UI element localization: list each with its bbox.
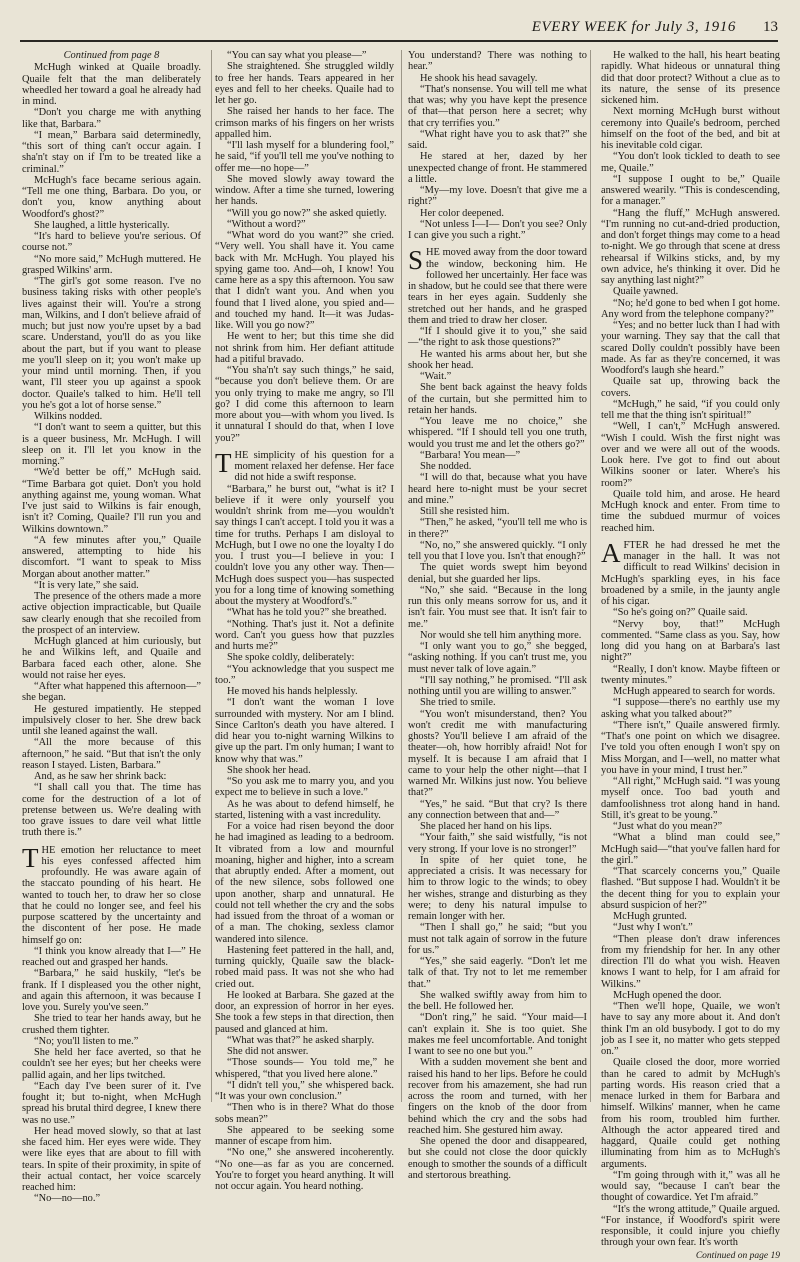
paragraph-text: She tried to smile. [420, 697, 496, 709]
paragraph-text: And, as he saw her shrink back: [34, 771, 167, 782]
paragraph [22, 1081, 201, 1126]
paragraph [215, 174, 394, 208]
paragraph [408, 73, 587, 84]
paragraph [601, 866, 780, 911]
paragraph [408, 247, 587, 326]
paragraph-text: He looked at Barbara. She gazed at the door, an expression of horror in her eyes. She took a few steps in that direction, then paused and glanced at him. [215, 989, 394, 1035]
paragraph-text: “I suppose—there's no earthly use my asking what you talked about?” [601, 697, 780, 720]
paragraph [408, 630, 587, 641]
paragraph-text: “No,” she said. “Because in the long run this only means sorrow for us, and it isn't fair. You must see that. It isn't fair to me.” [408, 584, 587, 630]
paragraph-text: She opened the door and disappeared, but she could not close the door quickly enough to smother the sounds of a difficult and stertorous breathing. [408, 1136, 587, 1181]
paragraph-text: “All right,” McHugh said. “I was young myself once. Too bad youth and damfoolishness trot along hand in hand. Still, it's great to be young.” [601, 776, 780, 821]
paragraph-text: “McHugh,” he said, “if you could only tell me that the thing isn't spiritual!” [601, 398, 780, 421]
paragraph [408, 1136, 587, 1181]
paragraph-text: “What has he told you?” she breathed. [227, 607, 387, 619]
page-header [20, 14, 778, 42]
paragraph [601, 697, 780, 720]
paragraph-text: “That scarcely concerns you,” Quaile flashed. “But suppose I had. Wouldn't it be the decent thing for you to explain your absurd suspicion of her?” [601, 866, 780, 911]
paragraph [215, 61, 394, 106]
paragraph [408, 349, 587, 372]
paragraph [215, 697, 394, 765]
paragraph-text: Still she resisted him. [420, 506, 510, 517]
paragraph-text: Quaile closed the door, more worried than he cared to admit by McHugh's parting words. His reason cried that a menace lurked in them for Barbara and himself. Wilkins' manner, when he came from his room, troubled him further. Although the actor appeared tired and haggard, Quaile could get nothing illuminating from him as to McHugh's arguments. [601, 1057, 780, 1170]
paragraph [601, 537, 780, 608]
paragraph [22, 580, 201, 591]
paragraph-text: “Barbara,” he burst out, “what is it? I believe if it were only yourself you wouldn't shrink from me—you wouldn't say things I can't accept. I told you it was a time for truths. Perhaps I am disloyal to McHugh, but I owe no one the loyalty I do you. I trust you—I believe in you: I couldn't love you any other way. Then—McHugh does suspect you—has suspected you for a long time of knowing something about the mystery at Woodford's.” [215, 483, 394, 607]
continued-on-label: Continued on page 19 [695, 1250, 780, 1261]
paragraph [408, 799, 587, 822]
paragraph [215, 208, 394, 219]
paragraph [215, 1125, 394, 1148]
paragraph [601, 286, 780, 297]
paragraph [408, 416, 587, 450]
paragraph-text: Quaile sat up, throwing back the covers. [601, 376, 780, 399]
paragraph [22, 1047, 201, 1081]
paragraph [22, 411, 201, 422]
paragraph [22, 276, 201, 411]
paragraph [601, 151, 780, 174]
paragraph [408, 506, 587, 517]
paragraph [408, 151, 587, 185]
paragraph [601, 1057, 780, 1170]
paragraph-text: “I didn't tell you,” she whispered back. “It was your own conclusion.” [215, 1079, 394, 1102]
paragraph-text: “Yes,” she said eagerly. “Don't let me talk of that. Try not to let me remember that.” [408, 956, 587, 990]
paragraph [601, 50, 780, 106]
paragraph-text: Her head moved slowly, so that at last she faced him. Her eyes were wide. They were like eyes that are about to fill with tears. In spite of their proximity, in spite of their actual contact, her voice scarcely reached him: [22, 1125, 201, 1193]
paragraph [22, 535, 201, 580]
paragraph-text: “Your faith,” she said wistfully, “is not very strong. If your love is no stronger!” [408, 832, 587, 855]
paragraph [601, 298, 780, 321]
paragraph [215, 776, 394, 799]
page-number: 13 [763, 19, 778, 35]
paragraph-text: She laughed, a little hysterically. [34, 219, 170, 231]
paragraph-text: “You can say what you please—” [227, 50, 367, 61]
paragraph-text: McHugh opened the door. [613, 989, 722, 1001]
paragraph-text: Next morning McHugh burst without ceremony into Quaile's bedroom, perched himself on the foot of the bed, and bit at his inevitable cold cigar. [601, 106, 780, 151]
paragraph [215, 1080, 394, 1103]
paragraph [215, 652, 394, 663]
paragraph [408, 821, 587, 832]
paragraph-text: She bent back against the heavy folds of the curtain, but she permitted him to retain her hands. [408, 382, 587, 416]
paragraph [215, 484, 394, 608]
paragraph [601, 664, 780, 687]
paragraph-text: Quaile yawned. [613, 286, 679, 298]
paragraph [22, 231, 201, 254]
paragraph [215, 664, 394, 687]
paragraph-text: “No; he'd gone to bed when I got home. Any word from the telephone company?” [601, 297, 780, 320]
paragraph-text: She walked swiftly away from him to the bell. He followed her. [408, 989, 587, 1012]
paragraph [408, 382, 587, 416]
magazine-title: EVERY WEEK for July 3, 1916 [531, 19, 736, 35]
paragraph [408, 1012, 587, 1057]
paragraph-text: “Those sounds— You told me,” he whispered, “that you lived here alone.” [215, 1057, 394, 1080]
paragraph [408, 832, 587, 855]
paragraph-text: He shook his head savagely. [420, 72, 538, 84]
paragraph [601, 607, 780, 618]
paragraph-text: With a sudden movement she bent and raised his hand to her lips. Before he could recover from his amazement, she had run across the room and turned, with her fingers on the knob of the door from behind which the cry and the sobs had reached him. She gestured him away. [408, 1057, 587, 1136]
paragraph [408, 450, 587, 461]
paragraph-text: McHugh's face became serious again. “Tell me one thing, Barbara. Do you, or don't you, know anything about Woodford's ghost?” [22, 174, 201, 220]
paragraph [601, 376, 780, 399]
paragraph-text: “Not unless I—I— Don't you see? Only I can give you such a right.” [408, 218, 587, 241]
paragraph-text: “You don't look tickled to death to see me, Quaile.” [601, 151, 780, 174]
paragraph-text: “A few minutes after you,” Quaile answered, attempting to hide his discomfort. “I want to speak to Miss Morgan about another matter.” [22, 534, 201, 580]
paragraph-text: “I mean,” Barbara said determinedly, “this sort of thing can't occur again. I sha'n't stay on if I'm to be treated like a criminal.” [22, 129, 201, 175]
paragraph-text: Hastening feet pattered in the hall, and, turning quickly, Quaile saw the black-robed maid pass. It was not she who had cried out. [215, 944, 394, 990]
paragraph-text: “I'm going through with it,” was all he would say, “because I can't bear the thought of cowardice. Yet I'm afraid.” [601, 1169, 780, 1204]
paragraph [408, 371, 587, 382]
paragraph [408, 185, 587, 208]
paragraph-text: “Then we'll hope, Quaile, we won't have to say any more about it. And don't think I'm an old busybody. I got to do my job as I see it, no matter who gets stepped on.” [601, 1001, 780, 1057]
paragraph-text: “It's the wrong attitude,” Quaile argued. “For instance, if Woodford's spirit were responsible, it could injure you chiefly through your own fear. It's worth [601, 1203, 780, 1249]
paragraph-text: “Without a word?” [227, 218, 306, 230]
paragraph-text: “That's nonsense. You will tell me what that was; why you have kept the presence of that—that person here a secret; why that cry terrifies you.” [408, 83, 587, 129]
paragraph-text: She appeared to be seeking some manner of escape from him. [215, 1124, 394, 1147]
paragraph-text: The quiet words swept him beyond denial, but she guarded her lips. [408, 562, 587, 585]
text-column-4 [601, 50, 780, 1261]
paragraph [408, 990, 587, 1013]
paragraph-text: “I will do that, because what you have heard here to-night must be your secret and mine.” [408, 472, 587, 506]
paragraph [215, 1147, 394, 1192]
paragraph [601, 776, 780, 821]
paragraph-text: “After what happened this afternoon—” she began. [22, 681, 201, 704]
paragraph-text: “I'll say nothing,” he promised. “I'll ask nothing until you are willing to answer.” [408, 674, 587, 697]
paragraph [215, 1035, 394, 1046]
paragraph-text: She did not answer. [227, 1046, 309, 1057]
paragraph-text: “What a blind man could see,” McHugh said—“that you've fallen hard for the girl.” [601, 832, 780, 866]
paragraph-text: FTER he had dressed he met the manager in the hall. It was not difficult to read Wilkins' decision in McHugh's sparkling eyes, in his face broadened by a smile, in the jaunty angle of his cigar. [601, 539, 780, 607]
paragraph-text: She held her face averted, so that he couldn't see her eyes; but her cheeks were pallid again, and her lips twitched. [22, 1047, 201, 1081]
paragraph [408, 129, 587, 152]
paragraph [408, 1057, 587, 1136]
paragraph-text: McHugh winked at Quaile broadly. Quaile felt that the man deliberately wheedled her toward a goal he already had in mind. [22, 62, 201, 107]
paragraph-text: “I think you know already that I—” He reached out and grasped her hands. [22, 945, 201, 968]
paragraph [22, 782, 201, 838]
paragraph [215, 230, 394, 331]
paragraph [22, 842, 201, 946]
paragraph-text: “What word do you want?” she cried. “Very well. You shall have it. You came back with Mr. McHugh. You played his spying game too. And—oh, I know! You came here as a spy this afternoon. You saw that I didn't want you. And when you found that I lived alone, you spied and—and touched my hand. It—it was Judas-like. Will you go now?” [215, 230, 394, 331]
drop-cap: T [22, 842, 39, 873]
paragraph-text: “Just why I won't.” [613, 922, 693, 934]
paragraph [215, 106, 394, 140]
paragraph-text: The presence of the others made a more active objection impracticable, but Quaile saw clearly enough that she recoiled from the prospect of an interview. [22, 591, 201, 636]
paragraph-text: “Yes; and no better luck than I had with your warning. They say that the call that scared Dolly couldn't possibly have been made. As far as they're concerned, it was Woodford's laugh she heard.” [601, 320, 780, 376]
paragraph-text: “I'll lash myself for a blundering fool,” he said, “if you'll tell me you've nothing to offer me—no hope—” [215, 140, 394, 174]
paragraph [408, 956, 587, 990]
paragraph [215, 1057, 394, 1080]
paragraph [601, 174, 780, 208]
text-column-3 [408, 50, 587, 1181]
paragraph [408, 709, 587, 799]
paragraph-text: He moved his hands helplessly. [227, 686, 358, 697]
paragraph [601, 911, 780, 922]
article-body [22, 50, 780, 1261]
paragraph-text: He wanted his arms about her, but she shook her head. [408, 348, 587, 371]
paragraph-text: Nor would she tell him anything more. [420, 629, 582, 641]
paragraph-text: McHugh glanced at him curiously, but he and Wilkins left, and Quaile and Barbara faced each other, alone. She would not raise her eyes. [22, 636, 201, 681]
paragraph [22, 946, 201, 969]
paragraph-text: “So he's going on?” Quaile said. [613, 607, 748, 619]
paragraph-text: “Nothing. That's just it. Not a definite word. Can't you guess how that puzzles and hurts me?” [215, 618, 394, 652]
paragraph-text: “You leave me no choice,” she whispered. “If I should tell you one truth, would you trust me and let the others go?” [408, 416, 587, 450]
paragraph [601, 922, 780, 933]
paragraph-text: “What was that?” he asked sharply. [227, 1034, 375, 1046]
paragraph-text: As he was about to defend himself, he started, listening with a vast incredulity. [215, 798, 394, 821]
paragraph-text: “No; you'll listen to me.” [34, 1035, 139, 1047]
paragraph-text: She tried to tear her hands away, but he crushed them tighter. [22, 1013, 201, 1036]
paragraph-text: “Barbara,” he said huskily, “let's be frank. If I displeased you the other night, and again this afternoon, it was because I love you. Surely you've seen.” [22, 968, 201, 1013]
paragraph [408, 472, 587, 506]
paragraph [408, 585, 587, 630]
paragraph [215, 799, 394, 822]
paragraph-text: McHugh appeared to search for words. [613, 686, 776, 697]
paragraph [22, 107, 201, 130]
drop-cap: S [408, 245, 424, 276]
paragraph [601, 821, 780, 832]
paragraph-text: “There isn't,” Quaile answered firmly. “That's one point on which we disagree. I've told you often enough I won't spy on Miss Morgan, and I—well, no matter what you have in your mind, I trust her.” [601, 719, 780, 776]
paragraph-text: She moved slowly away toward the window. After a time she turned, lowering her hands. [215, 173, 394, 208]
paragraph-text: HE simplicity of his question for a moment relaxed her defense. Her face did not hide a swift response. [234, 449, 394, 484]
paragraph [408, 675, 587, 698]
paragraph [601, 990, 780, 1001]
paragraph [22, 62, 201, 107]
paragraph [22, 771, 201, 782]
paragraph [215, 607, 394, 618]
paragraph [22, 130, 201, 175]
paragraph-text: “My—my love. Doesn't that give me a right?” [408, 185, 587, 208]
paragraph [22, 681, 201, 704]
paragraph-text: In spite of her quiet tone, he appreciated a crisis. It was necessary for him to throw logic to the winds; to obey her wishes, strange and disturbing as they were; to deny his natural impulse to remain longer with her. [408, 854, 587, 922]
paragraph [22, 254, 201, 277]
paragraph-text: You understand? There was nothing to hear.” [408, 50, 587, 73]
paragraph-text: He gestured impatiently. He stepped impulsively closer to her. She drew back until she leaned against the wall. [22, 703, 201, 737]
paragraph [215, 219, 394, 230]
paragraph-text: “If I should give it to you,” she said—“the right to ask those questions?” [408, 326, 587, 349]
paragraph-text: Her color deepened. [420, 207, 504, 219]
paragraph-text: She raised her hands to her face. The crimson marks of his fingers on her wrists appalled him. [215, 106, 394, 140]
paragraph [215, 140, 394, 174]
paragraph [601, 832, 780, 866]
paragraph-text: “I don't want to seem a quitter, but this is a queer business, Mr. McHugh. I will sleep on it. I'll let you know in the morning.” [22, 422, 201, 467]
paragraph-text: “You acknowledge that you suspect me too.” [215, 663, 394, 686]
paragraph-text: He walked to the hall, his heart beating rapidly. What hideous or unnatural thing did that door protect? Without a clue as to its nature, the sense of its presence sickened him. [601, 50, 780, 106]
paragraph [601, 489, 780, 534]
paragraph [601, 1170, 780, 1204]
paragraph [215, 1102, 394, 1125]
paragraph [601, 1001, 780, 1057]
paragraph [408, 517, 587, 540]
paragraph [601, 686, 780, 697]
paragraph-text: “It's hard to believe you're serious. Of course not.” [22, 231, 201, 254]
paragraph-text: “Then please don't draw inferences from my friendship for her. In any other direction I'll do what you wish. Heaven knows I want to help, for I am afraid for Wilkins.” [601, 933, 780, 990]
paragraph [408, 50, 587, 73]
paragraph-text: “I shall call you that. The time has come for the destruction of a lot of pretense between us. We're dealing with too grave issues to dare veil what little truth there is.” [22, 782, 201, 839]
paragraph [408, 697, 587, 708]
paragraph [215, 945, 394, 990]
paragraph [408, 562, 587, 585]
paragraph-text: Wilkins nodded. [34, 411, 103, 422]
paragraph-text: She spoke coldly, deliberately: [227, 652, 355, 664]
drop-cap: A [601, 537, 621, 568]
paragraph [215, 50, 394, 61]
paragraph [601, 934, 780, 990]
paragraph [215, 331, 394, 365]
paragraph [22, 591, 201, 636]
paragraph [215, 821, 394, 945]
paragraph-text: “Wait.” [420, 371, 452, 382]
paragraph [22, 1036, 201, 1047]
paragraph-text: “Hang the fluff,” McHugh answered. “I'm running no cut-and-dried production, and don't forget things may come to a head to-night. We go through that scene at dress rehearsal if Wilkins sticks, and, by my own advice, he's thinking it over. Did he say anything last night?” [601, 207, 780, 286]
paragraph-text: “No, no,” she answered quickly. “I only tell you that I love you. Isn't that enough?” [408, 539, 587, 562]
paragraph [22, 1013, 201, 1036]
paragraph-text: “Then who is in there? What do those sobs mean?” [215, 1102, 394, 1125]
paragraph-text: “You sha'n't say such things,” he said, “because you don't believe them. Or are you only trying to make me angry, so I'll go? I did come this afternoon to learn more about you—with whom you lived. Is it unnatural I should do that, when I love you?” [215, 365, 394, 444]
drop-cap: T [215, 447, 232, 478]
paragraph [601, 320, 780, 376]
paragraph [215, 990, 394, 1035]
paragraph-text: For a voice had risen beyond the door he had imagined as leading to a bedroom. It vibrated from a low and mournful moaning, higher and higher, into a scream that abruptly ended. After a moment, out of the new silence, sobs followed one upon another, sharp and unnatural. He could not tell whether the cry and the sobs had issued from the throat of a woman or of a man. The choking, sexless clamor wandered into silence. [215, 821, 394, 945]
paragraph-text: “Really, I don't know. Maybe fifteen or twenty minutes.” [601, 663, 780, 686]
paragraph-text: She nodded. [420, 461, 472, 472]
paragraph-text: HE emotion her reluctance to meet his eyes confessed affected him profoundly. He was aware again of the staccato pounding of his heart. He wanted to touch her, to draw her so close that he could no longer see, and feel his purpose scattered by the uncertainty and the discontent of her pose. He made himself go on: [22, 844, 201, 946]
paragraph-text: “I don't want the woman I love surrounded with mystery. Nor am I blind. Since Carlton's death you have altered. I did hear you to-night warning Wilkins to give up the part. I'm only human; I want to know why that was.” [215, 697, 394, 765]
paragraph [215, 619, 394, 653]
paragraph-text: “Well, I can't,” McHugh answered. “Wish I could. Wish the first night was over and we were all out of the woods. Look here. I've got to find out about Wilkins sooner or later. Where's his room?” [601, 421, 780, 489]
paragraph [601, 208, 780, 287]
paragraph-text: “It is very late,” she said. [34, 579, 139, 591]
paragraph [408, 855, 587, 923]
paragraph [601, 399, 780, 422]
paragraph-text: “Just what do you mean?” [613, 821, 723, 832]
paragraph-text: “You won't misunderstand, then? You won't credit me with manufacturing ghosts? You'll believe I am afraid of the theater—oh, how horribly afraid! Not for myself. It is because I am afraid that I came to your help the other night—that I warned Mr. Wilkins just now. You believe that?” [408, 708, 587, 799]
paragraph-text: “Nervy boy, that!” McHugh commented. “Same class as you. Say, how long did you hang on at Barbara's last night?” [601, 618, 780, 664]
paragraph [215, 686, 394, 697]
paragraph [601, 720, 780, 776]
text-column-1 [22, 50, 201, 1205]
paragraph-text: McHugh grunted. [613, 911, 687, 922]
paragraph [215, 365, 394, 444]
paragraph-text: “Each day I've been surer of it. I've fought it; but to-night, when McHugh spread his brutal third degree, I knew there was no use.” [22, 1080, 201, 1126]
text-column-2 [215, 50, 394, 1192]
paragraph [22, 968, 201, 1013]
paragraph [408, 84, 587, 129]
paragraph [601, 1204, 780, 1249]
paragraph [22, 737, 201, 771]
paragraph [22, 220, 201, 231]
paragraph-text: “All the more because of this afternoon,” he said. “But that isn't the only reason I stayed. Listen, Barbara.” [22, 737, 201, 771]
paragraph [22, 422, 201, 467]
paragraph [408, 641, 587, 675]
paragraph-text: “Don't ring,” he said. “Your maid—I can't explain it. She is too quiet. She makes me feel uncomfortable. And tonight I want to see no one but you.” [408, 1012, 587, 1057]
paragraph-text: She placed her hand on his lips. [420, 821, 552, 832]
paragraph [22, 704, 201, 738]
paragraph-text: “Then,” he asked, “you'll tell me who is in there?” [408, 517, 587, 540]
paragraph-text: HE moved away from the door toward the window, beckoning him. He followed her uncertainly. Her face was in shadow, but he could see that there were tears in her eyes again. Suddenly she stretched out her hands, and he grasped them and tried to draw her closer. [408, 247, 587, 326]
paragraph-text: “What right have you to ask that?” she said. [408, 128, 587, 151]
paragraph [215, 447, 394, 484]
paragraph [22, 175, 201, 220]
paragraph [215, 765, 394, 776]
continued-from-label: Continued from page 8 [63, 50, 160, 61]
paragraph [408, 461, 587, 472]
paragraph [601, 421, 780, 489]
paragraph-text: “Yes,” he said. “But that cry? Is there any connection between that and—” [408, 798, 587, 821]
paragraph [22, 636, 201, 681]
paragraph-text: “No one,” she answered incoherently. “No one—as far as you are concerned. You're to forget you heard anything. It will not occur again. You heard nothing. [215, 1147, 394, 1192]
paragraph [408, 219, 587, 242]
paragraph [408, 540, 587, 563]
paragraph-text: “Then I shall go,” he said; “but you must not talk again of sorrow in the future for us.” [408, 922, 587, 956]
paragraph [215, 1046, 394, 1057]
paragraph-text: “I suppose I ought to be,” Quaile answered wearily. “This is condescending, for a manager.” [601, 173, 780, 208]
paragraph-text: “Don't you charge me with anything like that, Barbara.” [22, 107, 201, 130]
paragraph-text: “The girl's got some reason. I've no business taking risks with other people's lives against their will. You're a strong man, Wilkins, and I don't believe afraid of much; but just now you're upset by a bad scare. Understand, you'll do as you like about the part, but if you want to please me you'll sleep on it; you won't make up your mind until morning. Then, if you want, I'll steer you up against a spook doctor. Quaile's talked to him. He'll tell you he's got a lot of horse sense.” [22, 276, 201, 411]
paragraph [22, 467, 201, 535]
paragraph-text: He stared at her, dazed by her unexpected change of front. He stammered a little. [408, 151, 587, 185]
paragraph-text: “I only want you to go,” she begged, “asking nothing. If you can't trust me, you must never talk of love again.” [408, 641, 587, 675]
paragraph-text: She straightened. She struggled wildly to free her hands. Tears appeared in her eyes and fell to her cheeks. Quaile had to let her go. [215, 61, 394, 106]
paragraph-text: “So you ask me to marry you, and you expect me to believe in such a love.” [215, 776, 394, 799]
paragraph-text: “Will you go now?” she asked quietly. [227, 207, 387, 219]
paragraph [601, 106, 780, 151]
paragraph-text: She shook her head. [227, 764, 311, 776]
paragraph-text: He went to her; but this time she did not shrink from him. Her defiant attitude had a pitiful bravado. [215, 331, 394, 365]
paragraph-text: “No more said,” McHugh muttered. He grasped Wilkins' arm. [22, 253, 201, 276]
paragraph-text: “Barbara! You mean—” [420, 449, 521, 461]
paragraph-text: Quaile told him, and arose. He heard McHugh knock and enter. From time to time the subdued murmur of voices reached him. [601, 488, 780, 534]
paragraph-text: “We'd better be off,” McHugh said. “Time Barbara got quiet. Don't you hold anything against me, young woman. What I've just said to Wilkins is fair enough, isn't it? Coming, Quaile? I'll run you and Wilkins downtown.” [22, 467, 201, 535]
paragraph-text: “No—no—no.” [34, 1193, 101, 1205]
paragraph [601, 619, 780, 664]
paragraph [408, 326, 587, 349]
paragraph [408, 208, 587, 219]
paragraph [22, 1193, 201, 1204]
paragraph [408, 922, 587, 956]
paragraph [22, 1126, 201, 1194]
